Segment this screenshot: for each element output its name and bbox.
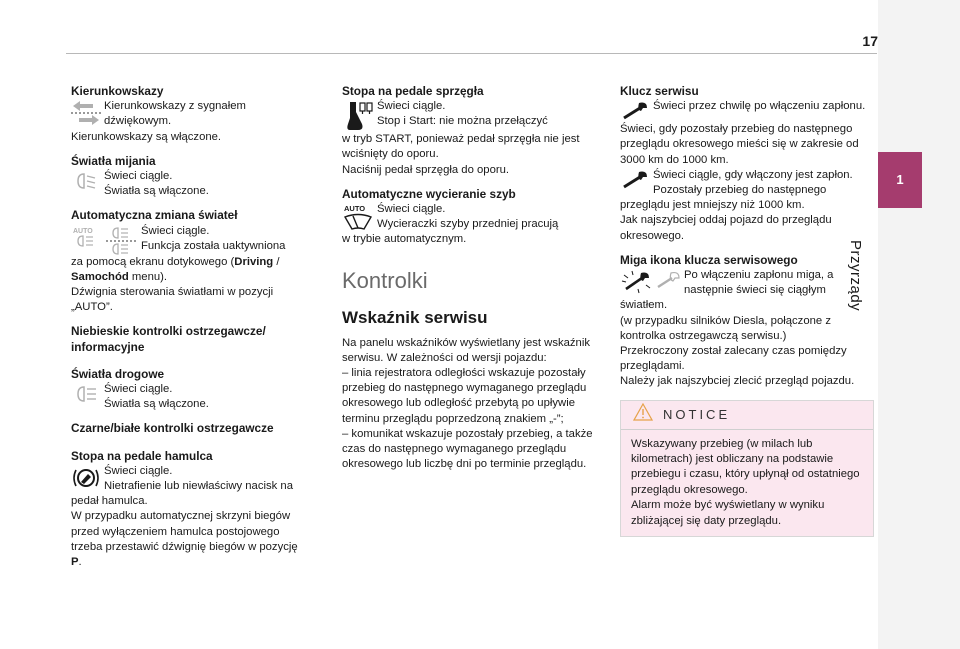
indicator-brake-pedal	[71, 449, 311, 571]
wrench-outline-icon	[655, 269, 681, 291]
text-clutch-press: Naciśnij pedał sprzęgła do oporu.	[342, 163, 510, 176]
heading-auto-headlamp: Automatyczna zmiana świateł	[71, 208, 238, 223]
text-wrench-service-soon: Jak najszybciej oddaj pojazd do przeglądu okresowego.	[620, 214, 832, 242]
wrench-steady-icon	[620, 169, 650, 191]
indicator-auto-wipers	[342, 187, 604, 248]
text-flashing-overdue: Przekroczony został zalecany czas pomiędzy przeglądami.	[620, 345, 847, 373]
section-blue-warning	[71, 324, 311, 354]
section-tab[interactable]: 1	[878, 152, 922, 208]
heading-low-beam: Światła mijania	[71, 153, 156, 168]
indicator-turn-signals	[71, 84, 311, 145]
text-clutch-stop-start: Stop i Start: nie można przełączyć	[377, 115, 548, 128]
text-period: .	[78, 556, 82, 569]
text-slash: /	[273, 255, 280, 268]
text-turn-signals-on: Kierunkowskazy są włączone.	[71, 130, 222, 143]
indicator-low-beam	[71, 154, 311, 200]
header-rule	[66, 53, 877, 54]
notice-text-alarm: Alarm może być wyświetlany w wyniku zbliżającej się daty przeglądu.	[631, 499, 825, 527]
text-auto-headlamp-menu	[71, 270, 311, 285]
text-high-beam-on: Światła są włączone.	[104, 398, 209, 411]
heading-black-white-warning: Czarne/białe kontrolki ostrzegawcze	[71, 421, 274, 436]
heading-auto-wipers: Automatyczne wycieranie szyb	[342, 186, 516, 201]
auto-headlamp-icon	[71, 225, 103, 251]
low-beam-icon	[71, 170, 101, 192]
text-wipers-working: Wycieraczki szyby przedniej pracują	[377, 218, 559, 231]
text-auto-headlamp-lever: Dźwignia sterowania światłami w pozycji „AUTO”.	[71, 286, 274, 314]
text-brake-auto-gearbox: W przypadku automatycznej skrzyni biegów przed wyłączeniem hamulca postojowego trzeba przestawić dźwignię biegów w pozycję	[71, 510, 298, 553]
wrench-icon	[620, 100, 650, 122]
text-wrench-range: Świeci, gdy pozostały przebieg do następnego przeglądu okresowego mieści się w zakresie od 3000 km do 1000 km.	[620, 123, 859, 166]
text-wrench-brief: Świeci przez chwilę po włączeniu zapłonu.	[653, 100, 866, 113]
notice-body	[621, 430, 873, 536]
section-title-kontrolki: Kontrolki	[342, 267, 428, 293]
text-flashing-wrench: Po włączeniu zapłonu miga, a następnie świeci się ciągłym	[684, 269, 834, 297]
indicator-high-beam	[71, 367, 311, 413]
auto-wiper-icon	[342, 203, 374, 231]
text-brake-incorrect: Nietrafienie lub niewłaściwy nacisk na	[104, 480, 293, 493]
text-wrench-less-1000: przeglądu jest mniejszy niż 1000 km.	[620, 199, 805, 212]
text-brake-pedal: pedał hamulca.	[71, 495, 148, 508]
heading-clutch-pedal: Stopa na pedale sprzęgła	[342, 84, 484, 98]
svg-text:AUTO: AUTO	[344, 204, 366, 214]
flashing-wrench-icon	[620, 269, 652, 295]
text-auto-headlamp-activated: Funkcja została uaktywniona	[141, 239, 286, 252]
text-driving-menu: Driving	[234, 255, 274, 268]
text-flashing-diesel: (w przypadku silników Diesla, połączone z kontrolka ostrzegawczą serwisu.)	[620, 314, 831, 342]
text-touchscreen-prefix: za pomocą ekranu dotykowego (	[71, 255, 235, 268]
heading-blue-warning: Niebieskie kontrolki ostrzegawcze/ informacyjne	[71, 324, 266, 354]
svg-text:AUTO: AUTO	[73, 227, 93, 235]
heading-high-beam: Światła drogowe	[71, 366, 165, 381]
text-service-intro: Na panelu wskaźników wyświetlany jest wskaźnik serwisu. W zależności od wersji pojazdu:	[342, 336, 591, 364]
notice-text-mileage: Wskazywany przebieg (w milach lub kilometrach) jest obliczany na podstawie przebiegu i czasu, który upłynął od ostatniego przeglądu okresowego.	[631, 437, 860, 496]
text-auto-headlamp-touchscreen	[71, 255, 311, 270]
text-menu-suffix: menu).	[128, 270, 168, 283]
text-samochod-menu: Samochód	[71, 270, 129, 283]
heading-service-wrench: Klucz serwisu	[620, 84, 699, 98]
notice-header	[621, 401, 873, 430]
text-clutch-start: w tryb START, ponieważ pedał sprzęgła nie jest wciśnięty do oporu.	[342, 133, 580, 161]
indicator-flashing-wrench	[620, 253, 874, 390]
notice-box	[620, 400, 874, 537]
text-flashing-service: Należy jak najszybciej zlecić przegląd pojazdu.	[620, 375, 855, 388]
text-turn-signals-sound: Kierunkowskazy z sygnałem dźwiękowym.	[104, 100, 246, 128]
text-brake-automatic	[71, 509, 311, 570]
text-flashing-light: światłem.	[620, 299, 668, 312]
warning-triangle-icon	[633, 403, 653, 426]
text-brake-steady: Świeci ciągle.	[104, 464, 173, 477]
column-2	[342, 84, 604, 472]
high-beam-auto-icon	[106, 225, 138, 255]
section-label: Przyrządy	[847, 240, 864, 312]
indicator-service-wrench	[620, 84, 874, 244]
heading-brake-pedal: Stopa na pedale hamulca	[71, 448, 213, 463]
turn-signal-arrows-icon	[71, 100, 101, 126]
clutch-foot-icon	[342, 100, 374, 132]
indicator-clutch-pedal	[342, 84, 604, 178]
column-3	[620, 84, 874, 537]
text-gear-p: P	[71, 556, 79, 569]
column-1	[71, 84, 311, 579]
text-wipers-steady: Świeci ciągle.	[377, 203, 446, 216]
page-number: 17	[862, 33, 878, 49]
text-clutch-steady: Świeci ciągle.	[377, 100, 446, 113]
text-service-message: – komunikat wskazuje pozostały przebieg, a także czas do następnego wymaganego przeglądu okresowego lub liczbę dni po terminie przeglądu.	[342, 427, 593, 471]
section-black-white-warning	[71, 421, 311, 436]
text-service-odometer: – linia rejestratora odległości wskazuje pozostały przebieg do następnego wymaganego przeglądu okresowego lub odległość przebytą po upływie terminu przeglądu poprzedzoną znakiem „-”;	[342, 367, 587, 425]
text-auto-headlamp-steady: Świeci ciągle.	[141, 224, 210, 237]
text-wipers-auto-mode: w trybie automatycznym.	[342, 233, 467, 246]
high-beam-icon	[71, 383, 101, 405]
heading-flashing-wrench: Miga ikona klucza serwisowego	[620, 252, 798, 267]
heading-turn-signals: Kierunkowskazy	[71, 84, 164, 98]
heading-service-indicator: Wskaźnik serwisu	[342, 307, 488, 327]
text-low-beam-on: Światła są włączone.	[104, 185, 209, 198]
indicator-auto-headlamp	[71, 208, 311, 315]
brake-pedal-icon	[71, 465, 101, 491]
text-wrench-steady: Świeci ciągle, gdy włączony jest zapłon. Pozostały przebieg do następnego	[653, 168, 853, 197]
notice-title: NOTICE	[663, 407, 731, 423]
text-low-beam-steady: Świeci ciągle.	[104, 170, 173, 183]
section-sidebar	[878, 0, 960, 649]
text-high-beam-steady: Świeci ciągle.	[104, 383, 173, 396]
